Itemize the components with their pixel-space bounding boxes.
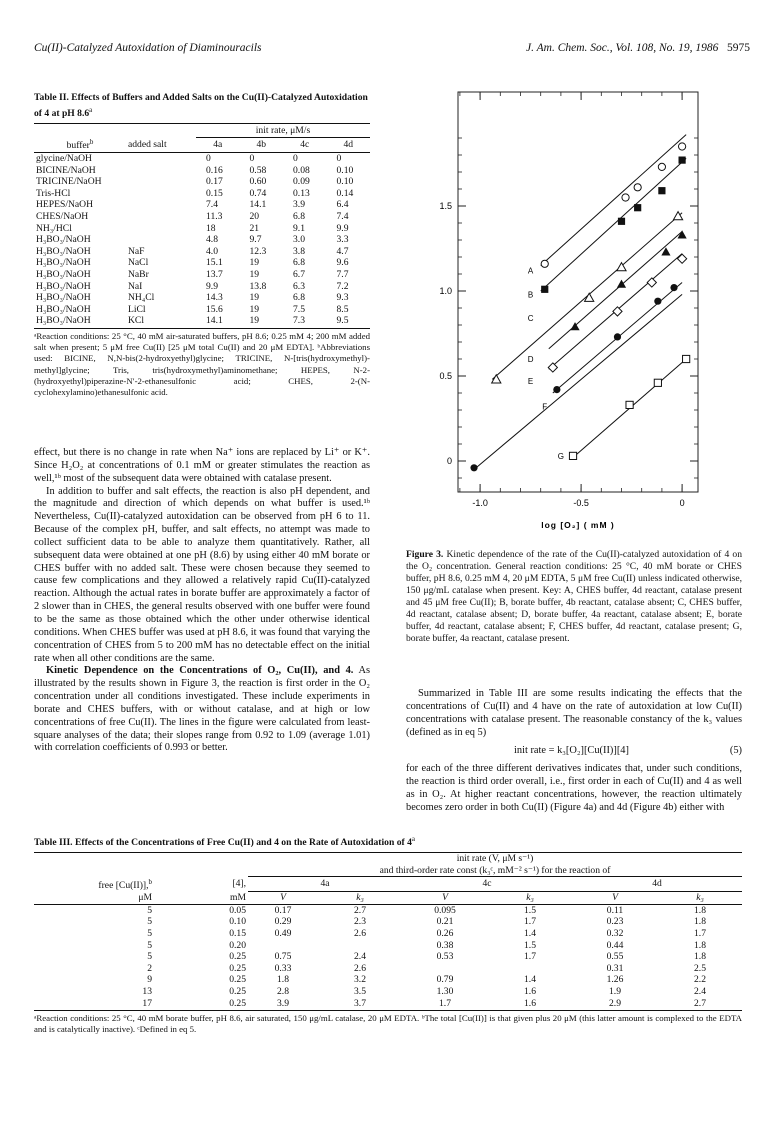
data-point-open-diamond: [548, 363, 557, 372]
cell-salt: [126, 153, 196, 165]
running-title: Cu(II)-Catalyzed Autoxidation of Diaminouracils: [34, 42, 262, 54]
figure-3-plot: [402, 86, 742, 541]
cell-rate: 9.9: [336, 222, 349, 234]
cell-buffer: H₃BO₃/NaOH: [36, 269, 91, 280]
series-label: G: [557, 451, 565, 461]
data-point-open-triangle: [673, 212, 682, 220]
series-label: A: [527, 266, 534, 276]
left-column-text: [34, 447, 370, 755]
cell-salt: [126, 234, 196, 246]
table-cell: 0.25: [229, 951, 246, 963]
cell-buffer: H₃BO₃/NaOH: [36, 280, 91, 292]
cell-rate: 20: [249, 211, 260, 223]
table-cell: 0.55: [606, 951, 624, 963]
table-cell: 0.53: [436, 951, 454, 963]
cell-buffer: H₃BO₃/NaOH: [36, 292, 91, 304]
cell-rate: 11.3: [206, 211, 223, 223]
table-row: [34, 211, 370, 223]
table-cell: 3.2: [354, 974, 366, 986]
series-label: D: [527, 355, 534, 364]
fit-line: [474, 294, 682, 469]
table-row: [34, 188, 370, 200]
table-2-grid: [34, 125, 370, 327]
table-cell: 5: [147, 939, 152, 951]
paragraph-kinetic: Kinetic Dependence on the Concentrations of O₂, Cu(II), and 4. As illustrated by the results shown in Figure 3, the reaction is first order in the O₂ concentration under all conditions investigated. These include experiments in borate and CHES buffers, with or without catalase, and at high or low concentrations of free Cu(II). The lines in the figure were calculated from least-square analyses of the data; their slopes range from 0.92 to 1.09 (average 1.01) with correlation coefficients of 0.993 or better.: [34, 665, 370, 754]
data-point-filled-circle: [614, 333, 621, 340]
paragraph: In addition to buffer and salt effects, the reaction is also pH dependent, and the magnitude and direction of which depends on what buffer is used.¹ᵇ Nevertheless, Cu(II)-catalyzed autoxidation can be observed from pH 6 to 11. Because of the complex pH, buffer, and salt effects, no attempt was made to collect sufficient data to be able to analyze them quantitatively. Rather, all subsequent data were obtained at one pH (8.6) by using either 40 mM borate or CHES buffer with no added salt. These were chosen because they seemed to cause few complications and they allowed a relatively rapid Cu(II)-catalyzed reaction. Although the actual rates in borate buffer are approximately a factor of 2 slower than in CHES, the general results observed with one buffer were found to be the same as those obtained which the other under otherwise identical conditions. When CHES buffer was used at pH 8.6, it was found that varying the concentration of CHES from 5 to 200 mM has no detectable effect on the initial rate when all other conditions are the same.: [34, 485, 370, 664]
table-row: [34, 281, 370, 293]
cell-rate: 8.5: [336, 303, 349, 315]
cell-rate: 19: [249, 269, 260, 280]
table-cell: 1.9: [609, 985, 621, 997]
paragraph: effect, but there is no change in rate when Na⁺ ions are replaced by Li⁺ or K⁺. Since H₂O₂ at concentrations of 0.1 mM or greater stimulates the reaction as well,¹ᵇ most of the subsequent data were obtained with catalase present.: [34, 447, 370, 484]
cell-rate: 9.9: [206, 280, 218, 292]
cell-rate: 9.7: [249, 234, 262, 246]
table-2-header: [34, 125, 370, 137]
cell-rate: 3.0: [293, 234, 305, 246]
table-cell: 17: [142, 997, 152, 1009]
x-axis-label: log [O₂] ( mM ): [541, 520, 615, 530]
table-cell: 0.44: [606, 939, 624, 951]
table-cell: 1.8: [694, 951, 706, 963]
table-cell: 1.7: [524, 951, 536, 963]
table-cell: 2.3: [354, 916, 366, 928]
paragraph: for each of the three different derivatives indicates that, under such conditions, the reaction is third order overall, i.e., first order in each of Cu(II) and 4 as well as in O₂. At higher reactant concentrations, however, the reaction ultimately becomes zero order in both Cu(II) (Figure 4a) and 4d (Figure 4b) either with: [406, 763, 742, 813]
table-row: [34, 246, 370, 258]
cell-rate: 7.3: [293, 315, 305, 327]
data-point-open-triangle: [617, 263, 626, 271]
table-cell: [402, 963, 488, 975]
data-point-open-diamond: [647, 278, 656, 287]
cell-buffer: NH₃/HCl: [36, 222, 72, 234]
table-2-title: Table II. Effects of Buffers and Added Salts on the Cu(II)-Catalyzed Autoxidation of 4 at pH 8.6$^a$: [34, 92, 368, 120]
table-cell: 1.8: [694, 904, 706, 916]
cell-buffer: H₃BO₃/NaOH: [36, 315, 91, 327]
table-cell: [248, 940, 318, 952]
journal-citation: [526, 42, 750, 54]
data-point-filled-circle: [670, 284, 677, 291]
table-row: [34, 304, 370, 316]
cell-rate: 9.3: [336, 292, 349, 304]
y-tick-label: 0.5: [439, 371, 452, 381]
cell-salt: NaF: [128, 245, 145, 257]
cell-salt: NH₄Cl: [128, 292, 155, 304]
fit-line: [549, 232, 682, 349]
data-point-open-square: [626, 401, 633, 408]
cell-rate: 0.58: [249, 164, 267, 176]
table-cell: 0.21: [436, 916, 454, 928]
cell-salt: [126, 223, 196, 235]
data-point-open-square: [569, 452, 576, 459]
cell-rate: 14.1: [206, 315, 223, 327]
data-point-open-circle: [622, 194, 629, 201]
table-row: [34, 963, 742, 975]
data-point-filled-square: [618, 218, 625, 225]
table-cell: 2.6: [354, 962, 366, 974]
cell-buffer: H₃BO₃/NaOH: [36, 234, 91, 246]
cell-rate: 19: [249, 292, 260, 304]
table-cell: 1.4: [524, 974, 536, 986]
table-row: [34, 165, 370, 177]
table-cell: 1.8: [694, 939, 706, 951]
table-cell: 1.8: [694, 916, 706, 928]
data-point-open-diamond: [678, 254, 687, 263]
cell-rate: 0.10: [336, 164, 354, 176]
cell-rate: 7.2: [336, 280, 349, 292]
table-cell: 0.10: [229, 916, 246, 928]
table-row: [34, 199, 370, 211]
cell-rate: 6.8: [293, 257, 305, 269]
cell-salt: KCl: [128, 315, 144, 327]
cell-rate: 14.3: [206, 292, 223, 304]
cell-salt: [126, 211, 196, 223]
fit-line: [541, 135, 686, 266]
table-cell: 1.7: [439, 997, 451, 1009]
x-tick-label: -1.0: [472, 498, 488, 508]
cell-rate: 3.8: [293, 245, 305, 257]
table-cell: 2.2: [694, 974, 706, 986]
table-cell: 0.49: [274, 927, 292, 939]
cell-rate: 6.4: [336, 199, 349, 211]
table-cell: 0.32: [606, 927, 624, 939]
table-cell: 9: [147, 974, 152, 986]
cell-rate: 19: [249, 303, 260, 315]
table-cell: 1.5: [524, 904, 536, 916]
figure-3-caption: Figure 3. Kinetic dependence of the rate of the Cu(II)-catalyzed autoxidation of 4 on the O₂ concentration. General reaction conditions: 25 °C, 40 mM borate or CHES buffer, pH 8.6, 0.25 mM 4, 20 μM EDTA, 5 μM free Cu(II) unless indicated otherwise, 150 μg/mL catalase when present. Key: A, CHES buffer, 4d reactant, catalase present and 45 μM free Cu(II); B, borate buffer, 4b reactant, catalase absent; C, CHES buffer, 4d reactant, catalase absent; D, borate buffer, 4a reactant, catalase absent; E, borate buffer, 4d reactant, catalase absent; F, CHES buffer, 4d reactant, catalase present; G, borate buffer, 4a reactant, catalase present.: [406, 549, 742, 644]
cell-rate: 4.0: [206, 245, 218, 257]
table-cell: 5: [147, 916, 152, 928]
cell-rate: 0: [293, 153, 298, 165]
table-cell: 0.25: [229, 974, 246, 986]
group-4d: 4d: [572, 877, 742, 892]
cell-salt: [126, 165, 196, 177]
group-4c: 4c: [402, 877, 572, 892]
data-point-open-circle: [679, 143, 686, 150]
cell-rate: 4.7: [336, 245, 349, 257]
cell-rate: 0: [336, 153, 342, 165]
cell-rate: 14.1: [249, 199, 267, 211]
table-cell: 3.7: [354, 997, 366, 1009]
cell-rate: 6.8: [293, 292, 305, 304]
table-cell: 0.25: [229, 997, 246, 1009]
table-cell: 0.15: [229, 927, 246, 939]
table-row: [34, 986, 742, 998]
table-cell: 2.8: [277, 985, 289, 997]
cell-rate: 0.08: [293, 164, 310, 176]
cell-rate: 19: [249, 315, 260, 327]
table-row: [34, 223, 370, 235]
data-point-open-diamond: [613, 307, 622, 316]
table-cell: 0.29: [274, 916, 292, 928]
table-cell: 3.5: [354, 985, 366, 997]
data-point-filled-square: [634, 204, 641, 211]
table-cell: 13: [142, 985, 152, 997]
cell-rate: 9.1: [293, 222, 305, 234]
table-cell: 1.6: [524, 985, 536, 997]
x-tick-label: 0: [679, 498, 685, 508]
equation-5: [406, 741, 742, 761]
cell-rate: 7.4: [206, 199, 218, 211]
table-cell: 0.05: [229, 904, 246, 916]
cell-rate: 0: [206, 153, 211, 165]
cell-rate: 4.8: [206, 234, 218, 246]
y-tick-label: 0: [446, 456, 452, 466]
cell-rate: 0.13: [293, 187, 310, 199]
cell-salt: LiCl: [128, 303, 146, 315]
table-cell: 1.6: [524, 997, 536, 1009]
table-row: [34, 176, 370, 188]
data-point-open-circle: [658, 163, 665, 170]
data-point-filled-square: [679, 157, 686, 164]
table-row: [34, 928, 742, 940]
table-cell: [488, 963, 572, 975]
cell-buffer: H₃BO₃/NaOH: [36, 257, 91, 269]
table-3-grid: init rate (V, μM s⁻¹) and third-order rate const (k₃ᶜ, mM⁻² s⁻¹) for the reaction of free [Cu(II)],$^b$ [4], 4a 4c 4d μM mM V k₃ V k₃ V k₃ 5 0.05 0.17 2.7 0.095 1.5 0.11 1.8 5 0.10 0.29 2.3 0.21 1.7 0.23 1.8 5 0.15 0.49 2.6 0.26 1.4 0.32 1.7 5 0.20 0.38 1.5 0.44 1.8 5 0.25 0.75 2.4 0.53 1.7 0.55 1.8 2 0.25 0.33 2.6 0.31 2.5 9 0.25 1.8 3.2 0.79 1.4 1.26 2.2 13 0.25 2.8 3.5 1.30 1.6 1.9 2.4 17 0.25 3.9 3.7 1.7 1.6 2.9 2.7: [34, 853, 742, 1009]
table-cell: 5: [147, 951, 152, 963]
table-cell: 1.7: [524, 916, 536, 928]
data-point-filled-triangle: [617, 280, 626, 288]
series-label: B: [527, 290, 534, 300]
journal-ref: J. Am. Chem. Soc., Vol. 108, No. 19, 1986: [525, 42, 719, 54]
page-number: 5975: [727, 42, 750, 54]
table-cell: 3.9: [277, 997, 289, 1009]
cell-rate: 7.5: [293, 303, 305, 315]
table-cell: 2: [147, 962, 152, 974]
table-row: [34, 940, 742, 952]
right-column-text: [406, 688, 742, 815]
table-cell: 2.4: [694, 985, 706, 997]
table-2-colheads: buffer$^b$ added salt 4a 4b 4c 4d: [34, 137, 370, 152]
cell-buffer: H₃BO₃/NaOH: [36, 303, 91, 315]
table-row: [34, 269, 370, 281]
table-3-header1: init rate (V, μM s⁻¹): [456, 853, 534, 865]
data-point-open-circle: [634, 184, 641, 191]
table-3-footnote: ᵃReaction conditions: 25 °C, 40 mM borate buffer, pH 8.6, air saturated, 150 μg/mL catalase, 20 μM EDTA. ᵇThe total [Cu(II)] is that given plus 20 μM (this latter amount is complexed to the EDTA and is catalytically inactive). ᶜDefined in eq 5.: [34, 1013, 742, 1035]
table-cell: 2.7: [694, 997, 706, 1009]
fit-line: [571, 359, 686, 459]
cell-rate: 7.7: [336, 269, 349, 280]
fit-line: [541, 158, 686, 291]
data-point-filled-circle: [654, 298, 661, 305]
table-cell: 2.4: [354, 951, 366, 963]
table-cell: 0.31: [606, 962, 624, 974]
cell-rate: 21: [249, 222, 260, 234]
series-label: F: [542, 402, 548, 412]
table-cell: 2.5: [694, 962, 706, 974]
cell-salt: NaI: [128, 280, 143, 292]
cell-rate: 0: [249, 153, 255, 165]
group-4a: 4a: [248, 877, 402, 892]
table-cell: 0.17: [274, 904, 292, 916]
cell-rate: 12.3: [249, 245, 267, 257]
data-point-open-square: [654, 379, 661, 386]
data-point-filled-square: [541, 286, 548, 293]
table-cell: 2.9: [609, 997, 621, 1009]
cell-rate: 7.4: [336, 211, 349, 223]
cell-rate: 0.15: [206, 187, 223, 199]
table-cell: 0.23: [606, 916, 624, 928]
table-cell: 0.25: [229, 985, 246, 997]
cell-rate: 15.6: [206, 303, 223, 315]
data-point-open-square: [683, 355, 690, 362]
cell-buffer: Tris-HCl: [36, 187, 71, 199]
cell-buffer: glycine/NaOH: [36, 153, 92, 165]
table-row: [34, 257, 370, 269]
cell-rate: 9.5: [336, 315, 349, 327]
data-point-filled-circle: [470, 464, 477, 471]
rate-header: init rate, μM/s: [196, 125, 370, 137]
table-cell: 0.11: [606, 904, 624, 916]
cell-rate: 0.16: [206, 164, 223, 176]
table-cell: 1.30: [436, 985, 454, 997]
cell-rate: 15.1: [206, 257, 223, 269]
cell-rate: 19: [249, 257, 260, 269]
cell-rate: 6.8: [293, 211, 305, 223]
table-cell: 5: [147, 904, 152, 916]
cell-rate: 0.14: [336, 187, 354, 199]
table-cell: 0.25: [229, 962, 246, 974]
table-2: [34, 92, 370, 398]
table-cell: 0.33: [274, 962, 292, 974]
table-cell: 0.75: [274, 951, 292, 963]
table-row: [34, 234, 370, 246]
cell-rate: 6.7: [293, 269, 305, 280]
cell-rate: 9.6: [336, 257, 349, 269]
table-row: [34, 904, 742, 916]
table-cell: 0.38: [436, 939, 454, 951]
cell-salt: NaBr: [128, 269, 149, 280]
table-2-footnote: ᵃReaction conditions: 25 °C, 40 mM air-saturated buffers, pH 8.6; 0.25 mM 4; 200 mM added salt when present; 5 μM free Cu(II) [25 μM total Cu(II) and 20 μM EDTA]. ᵇAbbreviations used: BICINE, N,N-bis(2-hydroxyethyl)glycine; TRICINE, N-[tris(hydroxymethyl)-methyl]glycine; Tris, tris(hydroxymethyl)aminomethane; HEPES, N-2-(hydroxyethyl)piperazine-N′-2-ethanesulfonic acid; CHES, 2-(N-cyclohexylamino)ethanesulfonic acid.: [34, 330, 370, 397]
data-point-filled-circle: [553, 386, 560, 393]
table-row: [34, 292, 370, 304]
cell-salt: NaCl: [128, 257, 149, 269]
cell-rate: 3.9: [293, 199, 305, 211]
table-row: [34, 998, 742, 1010]
table-row: [34, 974, 742, 986]
table-cell: 0.095: [434, 904, 456, 916]
cell-rate: 18: [206, 222, 216, 234]
cell-buffer: CHES/NaOH: [36, 211, 89, 223]
cell-buffer: HEPES/NaOH: [36, 199, 94, 211]
table-row: [34, 153, 370, 165]
x-tick-label: -0.5: [573, 498, 589, 508]
paragraph: Summarized in Table III are some results indicating the effects that the concentrations of Cu(II) and 4 have on the rate of autoxidation at low Cu(II) concentrations with catalase present. The reasonable constancy of the k₃ values (defined as in eq 5): [406, 688, 742, 738]
table-cell: 1.8: [277, 974, 289, 986]
data-point-open-circle: [541, 260, 548, 267]
table-cell: 2.7: [354, 904, 366, 916]
y-tick-label: 1.5: [439, 201, 452, 211]
cell-rate: 0.10: [336, 176, 354, 188]
cell-buffer: BICINE/NaOH: [36, 164, 96, 176]
cell-buffer: H₃BO₃/NaOH: [36, 245, 91, 257]
table-3-title: Table III. Effects of the Concentrations of Free Cu(II) and 4 on the Rate of Autoxidation of 4$^a$: [34, 835, 415, 849]
table-row: [34, 916, 742, 928]
cell-salt: [126, 176, 196, 188]
equation-number: (5): [729, 745, 742, 757]
cell-rate: 13.8: [249, 280, 267, 292]
table-cell: [318, 940, 402, 952]
table-cell: 2.6: [354, 927, 366, 939]
cell-salt: [126, 199, 196, 211]
table-cell: 0.20: [229, 939, 246, 951]
cell-rate: 6.3: [293, 280, 305, 292]
y-tick-label: 1.0: [439, 286, 452, 296]
equation-text: init rate = k₃[O₂][Cu(II)][4]: [514, 745, 629, 757]
table-3-header2: and third-order rate const (k₃ᶜ, mM⁻² s⁻¹) for the reaction of: [248, 865, 742, 877]
table-cell: 5: [147, 927, 152, 939]
table-cell: 0.79: [436, 974, 454, 986]
cell-rate: 0.74: [249, 187, 267, 199]
cell-rate: 0.17: [206, 176, 223, 188]
table-3: [34, 833, 742, 1036]
table-row: [34, 951, 742, 963]
series-label: C: [527, 314, 534, 324]
table-cell: 0.26: [436, 927, 454, 939]
cell-rate: 13.7: [206, 269, 223, 280]
cell-buffer: TRICINE/NaOH: [36, 176, 102, 188]
table-cell: 1.4: [524, 927, 536, 939]
cell-rate: 0.60: [249, 176, 267, 188]
table-cell: 1.7: [694, 927, 706, 939]
table-cell: 1.5: [524, 939, 536, 951]
cell-rate: 0.09: [293, 176, 310, 188]
cell-salt: [126, 188, 196, 200]
plot-frame: [458, 92, 698, 492]
table-cell: 1.26: [606, 974, 624, 986]
series-label: E: [527, 377, 534, 387]
cell-rate: 3.3: [336, 234, 349, 246]
table-row: [34, 315, 370, 327]
data-point-filled-square: [658, 187, 665, 194]
